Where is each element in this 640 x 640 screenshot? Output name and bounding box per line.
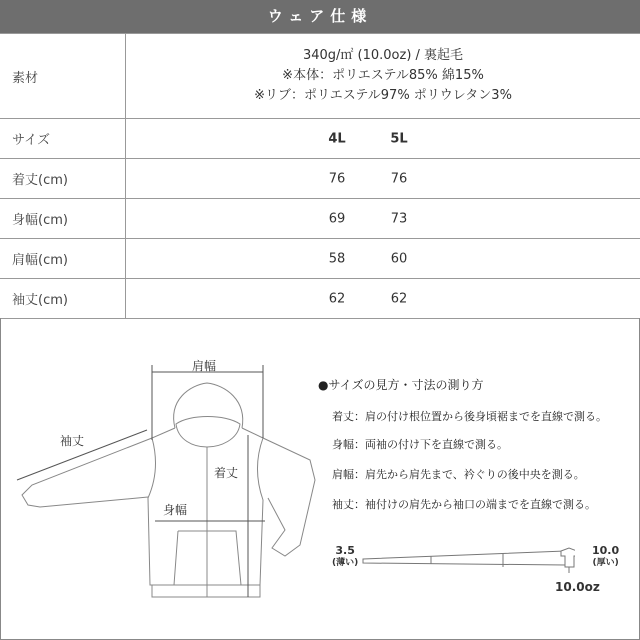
thickness-max-note: (厚い) [592, 558, 619, 568]
row-label: 着丈(cm) [0, 159, 126, 199]
thickness-min-note: (薄い) [332, 558, 359, 568]
guide-item: 肩幅：肩先から肩先まで、衿ぐりの後中央を測る。 [332, 468, 585, 481]
row-label: 肩幅(cm) [0, 239, 126, 279]
guide-title: ●サイズの見方・寸法の測り方 [318, 378, 484, 392]
material-line: ※本体：ポリエステル85% 綿15% [282, 68, 484, 83]
cell: 62 [328, 291, 346, 306]
row-label: 袖丈(cm) [0, 279, 126, 319]
material-line: ※リブ：ポリエステル97% ポリウレタン3% [254, 88, 512, 103]
cell: 62 [390, 291, 408, 306]
shoulder-label: 肩幅 [192, 359, 217, 373]
page-title: ウェア仕様 [0, 0, 640, 33]
table-row [0, 159, 640, 199]
cell: 60 [390, 251, 408, 266]
cell: 76 [390, 171, 408, 186]
cell: 73 [390, 211, 408, 226]
table-row [0, 239, 640, 279]
guide-item: 身幅：両袖の付け下を直線で測る。 [332, 438, 508, 451]
cell: 58 [328, 251, 346, 266]
material-line: 340g/㎡ (10.0oz) / 裏起毛 [302, 48, 464, 63]
row-label: 素材 [0, 34, 126, 119]
sleeve-label: 袖丈 [60, 434, 85, 448]
guide-item: 袖丈：袖付けの肩先から袖口の端までを直線で測る。 [332, 498, 596, 511]
thickness-scale [355, 545, 575, 575]
width-label: 身幅 [163, 503, 188, 517]
size-5l: 5L [390, 131, 408, 146]
table-row [0, 34, 640, 119]
guide-item: 着丈：肩の付け根位置から後身頃裾までを直線で測る。 [332, 410, 607, 423]
table-row [0, 199, 640, 239]
thickness-max: 10.0 [592, 544, 620, 557]
cell: 69 [328, 211, 346, 226]
length-label: 着丈 [214, 466, 239, 480]
cell: 76 [328, 171, 346, 186]
thickness-current: 10.0oz [555, 580, 600, 594]
table-row [0, 119, 640, 159]
spec-table [0, 33, 640, 319]
hoodie-diagram [0, 340, 320, 630]
row-label: サイズ [0, 119, 126, 159]
tshirt-icon [561, 548, 575, 567]
row-label: 身幅(cm) [0, 199, 126, 239]
thickness-min: 3.5 [335, 544, 355, 557]
size-4l: 4L [328, 131, 346, 146]
table-row [0, 279, 640, 319]
